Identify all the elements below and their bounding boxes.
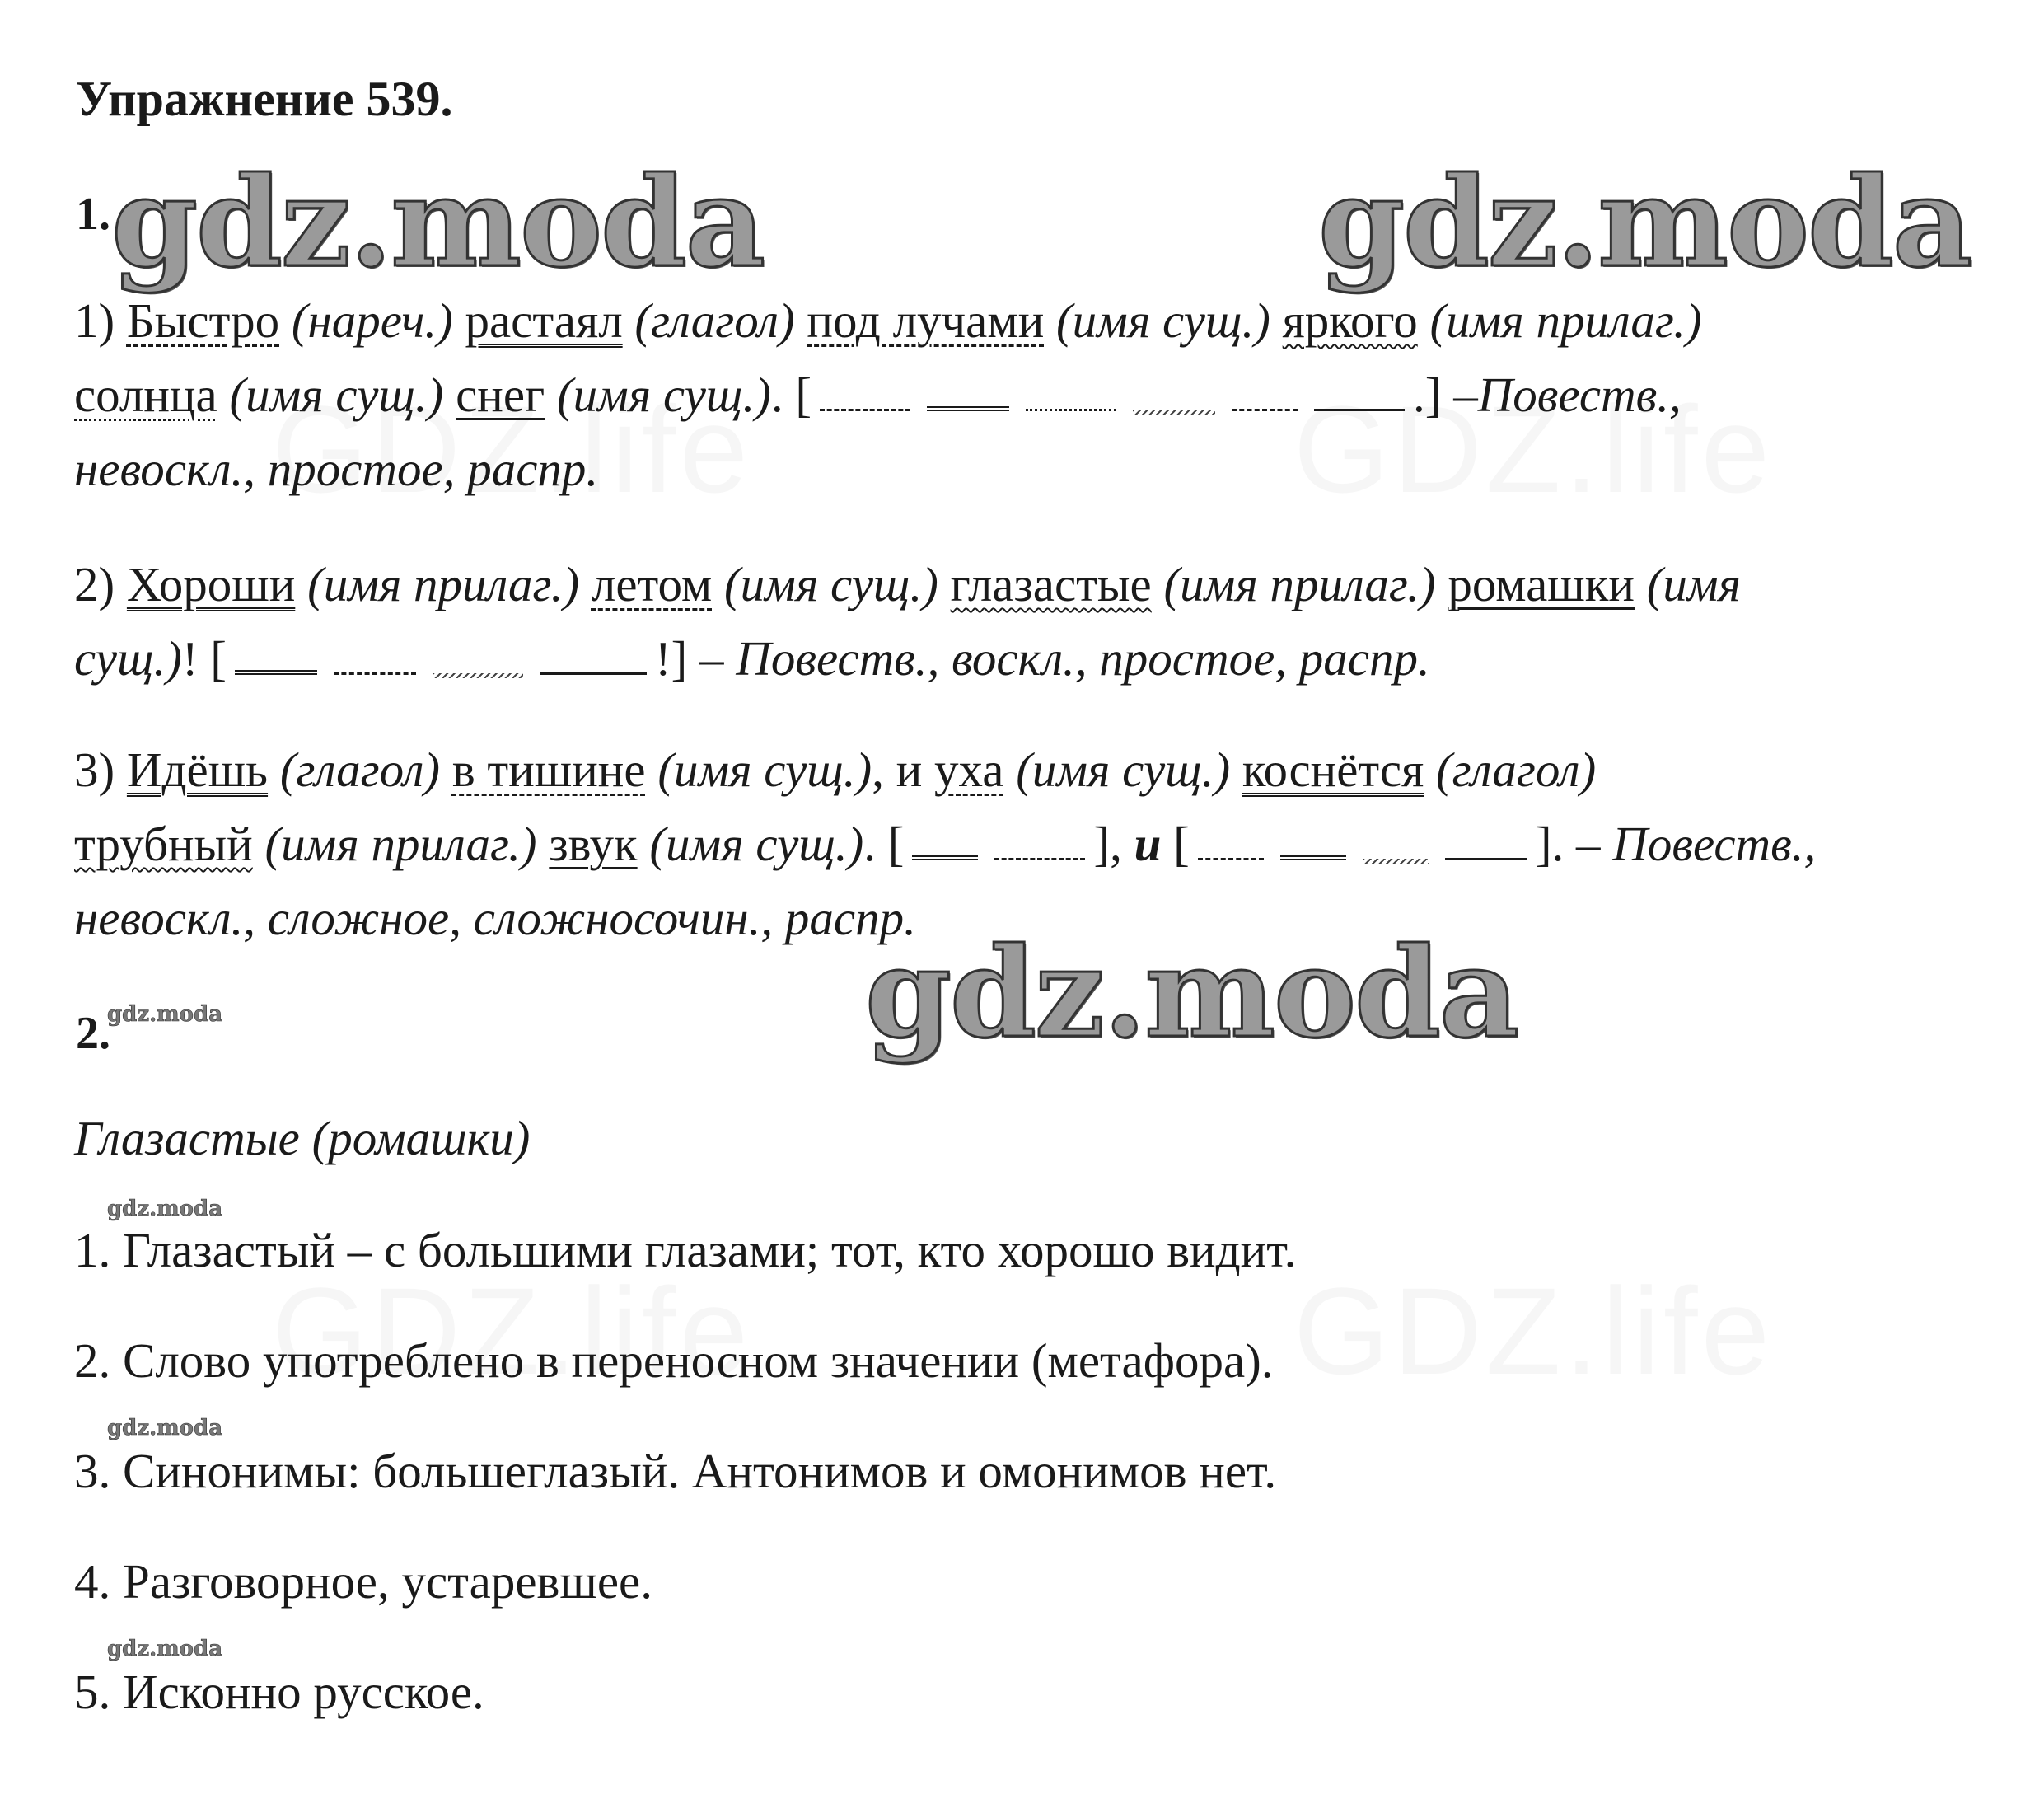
part-of-speech: (нареч.) — [279, 293, 465, 348]
scheme-blank — [994, 825, 1085, 860]
sentence-description: – Повеств., — [1575, 817, 1817, 871]
bracket: . [ — [863, 817, 905, 871]
conjunction: и — [1134, 817, 1162, 871]
part-of-speech: (имя сущ.) — [1044, 293, 1283, 348]
part-of-speech: (имя прилаг.) — [1151, 557, 1448, 611]
watermark-small: gdz.moda — [107, 1416, 223, 1440]
scheme-blank — [334, 639, 416, 675]
word: снег — [456, 368, 545, 422]
scheme-blank — [1133, 378, 1215, 411]
word: летом — [591, 557, 713, 611]
bracket: . [ — [770, 368, 812, 422]
watermark-logo: gdz.moda — [111, 150, 765, 295]
scheme-blank — [1232, 376, 1298, 411]
scheme-blank — [1314, 376, 1405, 411]
sentence-2-line-1 — [74, 557, 1741, 611]
part-of-speech: (глагол) — [1424, 742, 1597, 797]
part-of-speech: (имя — [1634, 557, 1741, 611]
watermark-small: gdz.moda — [107, 1197, 223, 1221]
part-of-speech: (имя сущ.) — [645, 742, 872, 797]
word-title: Глазастые (ромашки) — [74, 1111, 531, 1165]
part-of-speech: (глагол) — [622, 293, 807, 348]
word: коснётся — [1242, 742, 1424, 797]
list-item: 3. Синонимы: большеглазый. Антонимов и омонимов нет. — [74, 1444, 1277, 1498]
list-item: 1. Глазастый – с большими глазами; тот, кто хорошо видит. — [74, 1223, 1297, 1277]
part-of-speech: (имя сущ.) — [545, 368, 771, 422]
sentence-2-line-2 — [74, 631, 1430, 686]
part-of-speech: (глагол) — [268, 742, 452, 797]
bracket: ], — [1093, 817, 1134, 871]
word: трубный — [74, 817, 253, 871]
scheme-blank — [235, 637, 317, 675]
faint-watermark — [1293, 1269, 1773, 1393]
section-number: 2. — [76, 1008, 110, 1059]
word: яркого — [1282, 293, 1418, 348]
word: под лучами — [807, 293, 1045, 348]
word: звук — [549, 817, 638, 871]
scheme-blank — [1445, 825, 1527, 860]
part-of-speech: сущ.) — [74, 631, 182, 686]
part-of-speech: (имя сущ.) — [637, 817, 864, 871]
page-title: Упражнение 539. — [76, 72, 453, 126]
sentence-3-line-1 — [74, 742, 1597, 797]
word: уха — [934, 742, 1004, 797]
part-of-speech: (имя сущ.) — [1003, 742, 1242, 797]
sentence-description: – Повеств., воскл., простое, распр. — [699, 631, 1430, 686]
bracket: ]. — [1535, 817, 1576, 871]
section-number: 1. — [76, 189, 110, 240]
bracket: ! [ — [181, 631, 227, 686]
scheme-blank — [433, 642, 523, 675]
part-of-speech: (имя сущ.) — [217, 368, 456, 422]
watermark-logo: gdz.moda — [865, 920, 1518, 1066]
sentence-1-line-1 — [74, 293, 1702, 348]
part-of-speech: (имя прилаг.) — [252, 817, 550, 871]
watermark-small: gdz.moda — [107, 1002, 223, 1027]
word: Хороши — [126, 557, 296, 611]
list-item: 5. Исконно русское. — [74, 1665, 484, 1719]
bracket: [ — [1161, 817, 1190, 871]
sentence-number: 3) — [74, 742, 127, 797]
word: растаял — [465, 293, 623, 348]
scheme-blank — [1198, 825, 1264, 860]
sentence-3-line-3: невоскл., сложное, сложносочин., распр. — [74, 891, 916, 945]
sentence-number: 1) — [74, 293, 127, 348]
word: Быстро — [126, 293, 280, 348]
scheme-blank — [912, 822, 978, 860]
word: Идёшь — [126, 742, 269, 797]
word: глазастые — [950, 557, 1152, 611]
scheme-blank — [1363, 827, 1429, 860]
sentence-description: –Повеств., — [1453, 368, 1682, 422]
bracket: .] — [1413, 368, 1454, 422]
sentence-1-line-3: невоскл., простое, распр. — [74, 442, 599, 496]
scheme-blank — [1280, 822, 1346, 860]
bracket: !] — [654, 631, 699, 686]
conjunction: , и — [872, 742, 935, 797]
scheme-blank — [540, 639, 647, 675]
list-item: 4. Разговорное, устаревшее. — [74, 1554, 652, 1609]
watermark-logo: gdz.moda — [1318, 150, 1972, 295]
scheme-blank — [927, 373, 1009, 411]
sentence-3-line-2 — [74, 817, 1817, 871]
word: в тишине — [451, 742, 646, 797]
list-item: 2. Слово употреблено в переносном значении (метафора). — [74, 1333, 1274, 1388]
word: солнца — [74, 368, 217, 422]
scheme-blank — [820, 376, 910, 411]
scheme-blank — [1026, 376, 1116, 411]
part-of-speech: (имя сущ.) — [712, 557, 951, 611]
sentence-number: 2) — [74, 557, 127, 611]
sentence-1-line-2 — [74, 368, 1682, 422]
watermark-small: gdz.moda — [107, 1637, 223, 1661]
part-of-speech: (имя прилаг.) — [1417, 293, 1702, 348]
part-of-speech: (имя прилаг.) — [295, 557, 592, 611]
word: ромашки — [1448, 557, 1635, 611]
